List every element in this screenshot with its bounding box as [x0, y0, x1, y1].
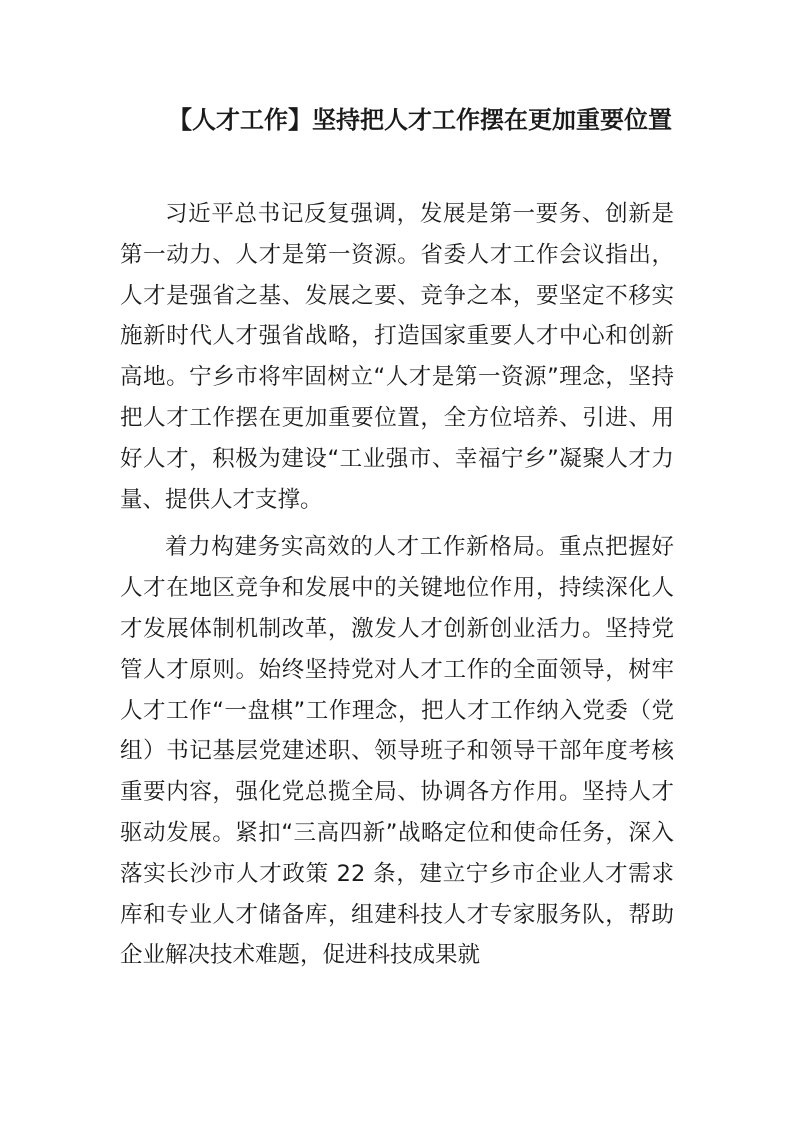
- paragraph-2: 着力构建务实高效的人才工作新格局。重点把握好人才在地区竞争和发展中的关键地位作用，持续深化人才发展体制机制改革，激发人才创新创业活力。坚持党管人才原则。始终坚持党对人才工作的全面领导，树牢人才工作“一盘棋”工作理念，把人才工作纳入党委（党组）书记基层党建述职、领导班子和领导干部年度考核重要内容，强化党总揽全局、协调各方作用。坚持人才驱动发展。紧扣“三高四新”战略定位和使命任务，深入落实长沙市人才政策 22 条，建立宁乡市企业人才需求库和专业人才储备库，组建科技人才专家服务队，帮助企业解决技术难题，促进科技成果就: [120, 534, 674, 969]
- document-title: 【人才工作】坚持把人才工作摆在更加重要位置: [168, 106, 672, 134]
- document-body: [120, 194, 674, 983]
- paragraph-1: 习近平总书记反复强调，发展是第一要务、创新是第一动力、人才是第一资源。省委人才工作会议指出，人才是强省之基、发展之要、竞争之本，要坚定不移实施新时代人才强省战略，打造国家重要人才中心和创新高地。宁乡市将牢固树立“人才是第一资源”理念，坚持把人才工作摆在更加重要位置，全方位培养、引进、用好人才，积极为建设“工业强市、幸福宁乡”凝聚人才力量、提供人才支撑。: [120, 201, 674, 513]
